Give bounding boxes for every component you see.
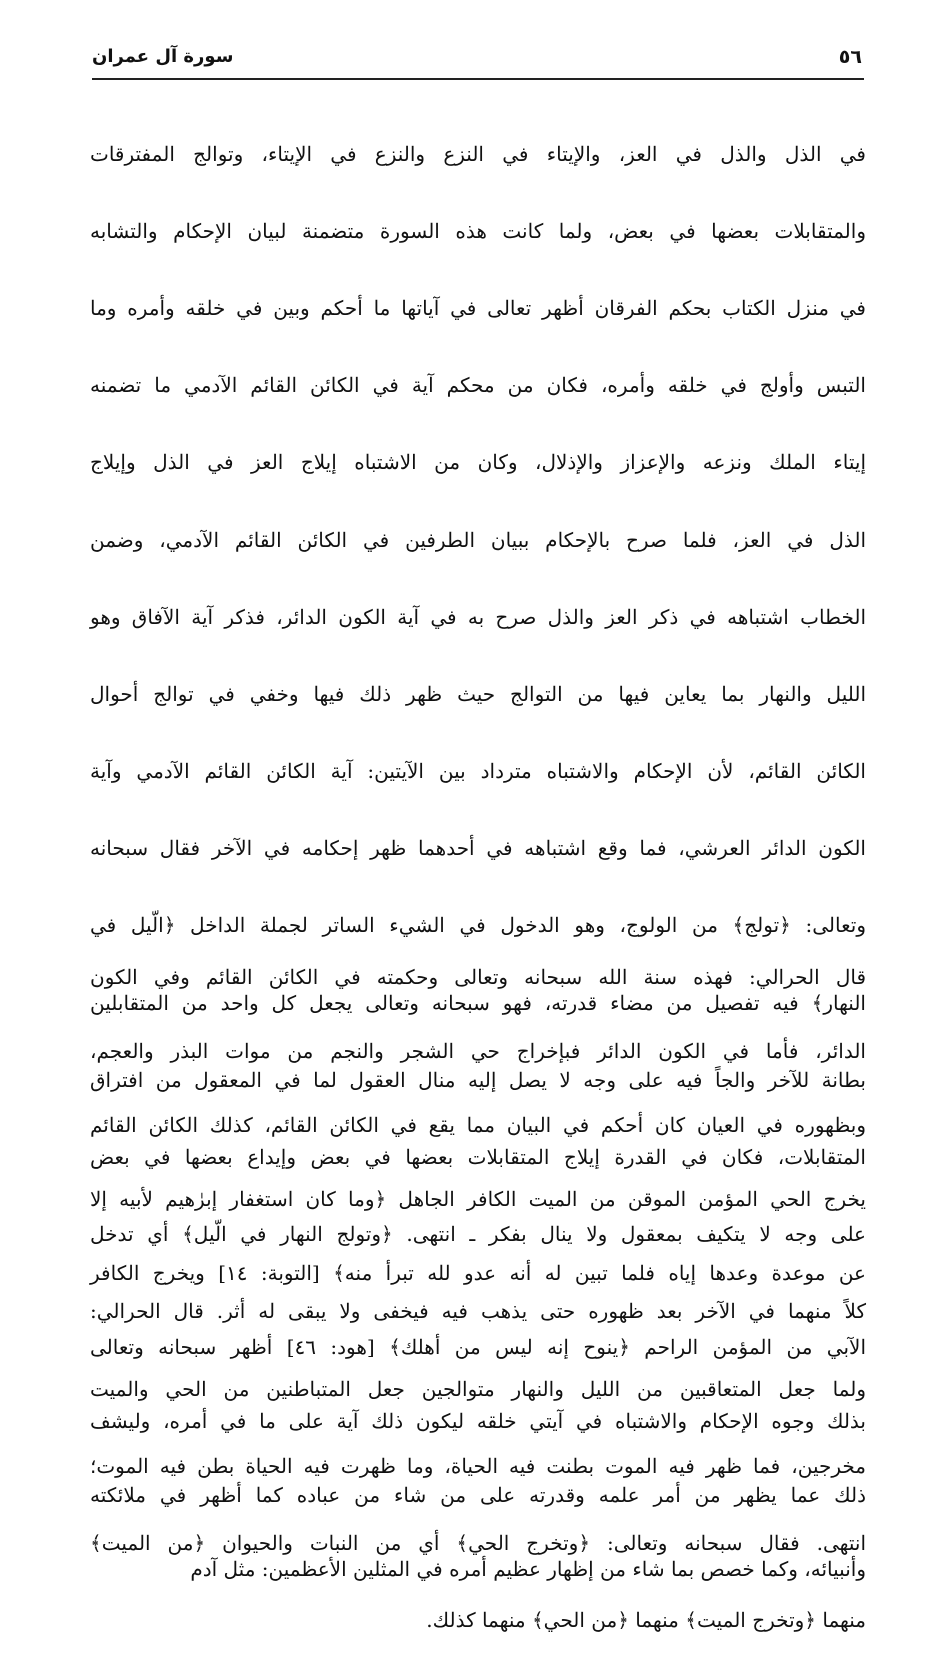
text-line: عن موعدة وعدها إياه فلما تبين له أنه عدو لله تبرأ منه﴾ [التوبة: ١٤] ويخرج الكافر: [90, 1261, 866, 1285]
text-line: وتعالى: ﴿تولج﴾ من الولوج، وهو الدخول في الشيء الساتر لجملة الداخل ﴿الّيل في: [90, 913, 866, 938]
text-line: بذلك وجوه الإحكام والاشتباه في آيتي خلقه ليكون ذلك آية على ما في أمره، وليشف: [90, 1409, 866, 1433]
text-line: النهار﴾ فيه تفصيل من مضاء قدرته، فهو سبحانه وتعالى يجعل كل واحد من المتقابلين: [90, 990, 866, 1015]
surah-title: سورة آل عمران: [92, 46, 234, 67]
text-line: والمتقابلات بعضها في بعض، ولما كانت هذه السورة متضمنة لبيان الإحكام والتشابه: [90, 218, 866, 243]
header-divider: [92, 78, 864, 80]
text-line: انتهى. فقال سبحانه وتعالى: ﴿وتخرج الحي﴾ أي من النبات والحيوان ﴿من الميت﴾: [90, 1530, 866, 1555]
text-line: الكائن القائم، لأن الإحكام والاشتباه مترداد بين الآيتين: آية الكائن القائم الآدمي وآية: [90, 759, 866, 784]
text-line: إيتاء الملك ونزعه والإعزاز والإذلال، وكان من الاشتباه إيلاج العز في الذل وإيلاج: [90, 450, 866, 475]
page-number: ٥٦: [838, 46, 862, 68]
text-line: الليل والنهار بما يعاين فيها من التوالج حيث ظهر ذلك فيها وخفي في توالج أحوال: [90, 681, 866, 706]
text-line: يخرج الحي المؤمن الموقن من الميت الكافر الجاهل ﴿وما كان استغفار إبرٰهيم لأبيه إلا: [90, 1187, 867, 1211]
text-line: كلاً منهما في الآخر بعد ظهوره حتى يذهب فيه فيخفى ولا يبقى له أثر. قال الحرالي:: [90, 1299, 866, 1324]
text-line: قال الحرالي: فهذه سنة الله سبحانه وتعالى وحكمته في الكائن القائم وفي الكون: [90, 965, 866, 989]
text-line: مخرجين، فما ظهر فيه الموت بطنت فيه الحياة، وما ظهرت فيه الحياة بطن فيه الموت؛: [90, 1453, 866, 1478]
text-line: منهما ﴿وتخرج الميت﴾ منهما ﴿من الحي﴾ منهما كذلك.: [426, 1608, 866, 1633]
text-line: الكون الدائر العرشي، فما وقع اشتباهه في أحدهما ظهر إحكامه في الآخر فقال سبحانه: [90, 836, 866, 861]
text-line: الآبي من المؤمن الراحم ﴿ينوح إنه ليس من أهلك﴾ [هود: ٤٦] أظهر سبحانه وتعالى: [90, 1335, 866, 1359]
text-line: على وجه لا يتكيف بمعقول ولا ينال بفكر ـ انتهى. ﴿وتولج النهار في الّيل﴾ أي تدخل: [90, 1222, 866, 1247]
text-line: ذلك عما يظهر من أمر علمه وقدرته على من شاء من عباده كما أظهر في ملائكته: [90, 1483, 866, 1507]
page-header: [92, 44, 862, 76]
text-line: وبظهوره في العيان كان أحكم في البيان مما يقع في الكائن القائم، كذلك الكائن القائم: [90, 1113, 866, 1137]
text-line: الذل في العز، فلما صرح بالإحكام ببيان الطرفين في الكائن القائم الآدمي، وضمن: [90, 527, 866, 552]
text-line: المتقابلات، فكان في القدرة إيلاج المتقابلات بعضها في بعض وإيداع بعضها في بعض: [90, 1145, 866, 1170]
text-line: الدائر، فأما في الكون الدائر فبإخراج حي الشجر والنجم من موات البذر والعجم،: [90, 1039, 866, 1063]
text-line: التبس وأولج في خلقه وأمره، فكان من محكم آية في الكائن القائم الآدمي ما تضمنه: [90, 373, 866, 398]
paragraph-2: [90, 922, 866, 1625]
text-line: بطانة للآخر والجاً فيه على وجه لا يصل إليه منال العقول لما في المعقول من افتراق: [90, 1067, 866, 1092]
text-line: في منزل الكتاب بحكم الفرقان أظهر تعالى في آياتها ما أحكم وبين في خلقه وأمره وما: [90, 295, 866, 320]
text-line: في الذل والذل في العز، والإيتاء في النزع والنزع في الإيتاء، وتوالج المفترقات: [90, 141, 866, 166]
text-line: وأنبيائه، وكما خصص بما شاء من إظهار عظيم أمره في المثلين الأعظمين: مثل آدم: [190, 1557, 866, 1581]
text-line: الخطاب اشتباهه في ذكر العز والذل صرح به في آية الكون الدائر، فذكر آية الآفاق وهو: [90, 604, 867, 629]
text-line: ولما جعل المتعاقبين من الليل والنهار متوالجين جعل المتباطنين من الحي والميت: [90, 1376, 866, 1401]
